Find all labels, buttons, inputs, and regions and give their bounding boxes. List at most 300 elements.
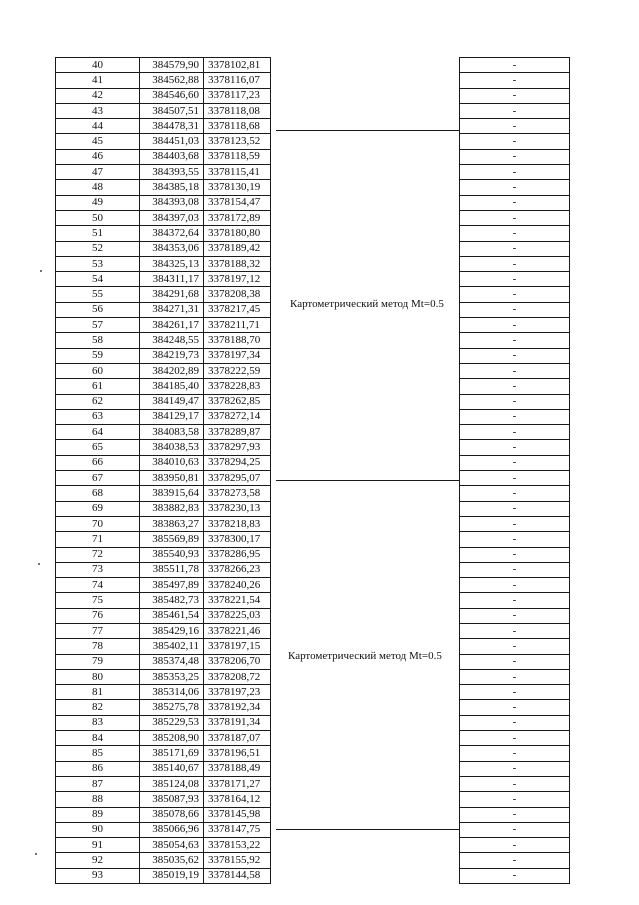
x-coordinate-cell: 385353,25 [140,669,204,684]
point-number-cell: 93 [56,868,140,883]
x-coordinate-cell: 385140,67 [140,761,204,776]
dash-cell: - [460,363,570,378]
x-coordinate-cell: 384311,17 [140,272,204,287]
y-coordinate-cell: 3378295,07 [204,471,271,486]
method-label-2: Картометрический метод Mt=0.5 [288,650,442,662]
dash-cell: - [460,226,570,241]
right-row [460,486,570,501]
dash-cell: - [460,532,570,547]
point-number-cell: 58 [56,333,140,348]
right-row [460,838,570,853]
point-number-cell: 67 [56,471,140,486]
x-coordinate-cell: 384478,31 [140,119,204,134]
dash-cell: - [460,486,570,501]
y-coordinate-cell: 3378217,45 [204,302,271,317]
table-row [56,593,271,608]
point-number-cell: 49 [56,195,140,210]
dash-cell: - [460,593,570,608]
table-row [56,425,271,440]
right-row [460,409,570,424]
point-number-cell: 92 [56,853,140,868]
x-coordinate-cell: 384393,55 [140,165,204,180]
dash-cell: - [460,440,570,455]
table-row [56,838,271,853]
y-coordinate-cell: 3378196,51 [204,746,271,761]
x-coordinate-cell: 385054,63 [140,838,204,853]
right-row [460,180,570,195]
x-coordinate-cell: 385078,66 [140,807,204,822]
x-coordinate-cell: 383950,81 [140,471,204,486]
table-row [56,761,271,776]
y-coordinate-cell: 3378187,07 [204,731,271,746]
table-row [56,731,271,746]
x-coordinate-cell: 384372,64 [140,226,204,241]
right-row [460,746,570,761]
y-coordinate-cell: 3378188,32 [204,256,271,271]
table-row [56,88,271,103]
right-row [460,440,570,455]
right-row [460,73,570,88]
point-number-cell: 50 [56,210,140,225]
method-label-1: Картометрический метод Mt=0.5 [290,298,444,310]
table-row [56,119,271,134]
x-coordinate-cell: 385087,93 [140,792,204,807]
point-number-cell: 78 [56,639,140,654]
dash-cell: - [460,165,570,180]
dash-cell: - [460,287,570,302]
scan-speck [38,563,40,565]
dash-cell: - [460,669,570,684]
y-coordinate-cell: 3378154,47 [204,195,271,210]
y-coordinate-cell: 3378262,85 [204,394,271,409]
right-row [460,608,570,623]
x-coordinate-cell: 384546,60 [140,88,204,103]
table-row [56,134,271,149]
right-row [460,425,570,440]
dash-cell: - [460,715,570,730]
y-coordinate-cell: 3378206,70 [204,654,271,669]
right-row [460,516,570,531]
table-row [56,807,271,822]
table-row [56,440,271,455]
y-coordinate-cell: 3378208,38 [204,287,271,302]
point-number-cell: 66 [56,455,140,470]
x-coordinate-cell: 385374,48 [140,654,204,669]
x-coordinate-cell: 384149,47 [140,394,204,409]
right-row [460,210,570,225]
table-row [56,776,271,791]
dash-cell: - [460,639,570,654]
dash-cell: - [460,455,570,470]
table-row [56,608,271,623]
table-row [56,348,271,363]
right-row [460,287,570,302]
point-number-cell: 46 [56,149,140,164]
x-coordinate-cell: 383915,64 [140,486,204,501]
table-row [56,486,271,501]
y-coordinate-cell: 3378144,58 [204,868,271,883]
y-coordinate-cell: 3378272,14 [204,409,271,424]
dash-cell: - [460,379,570,394]
y-coordinate-cell: 3378147,75 [204,822,271,837]
table-row [56,256,271,271]
y-coordinate-cell: 3378197,34 [204,348,271,363]
y-coordinate-cell: 3378197,15 [204,639,271,654]
dash-cell: - [460,608,570,623]
x-coordinate-cell: 384248,55 [140,333,204,348]
y-coordinate-cell: 3378197,12 [204,272,271,287]
x-coordinate-cell: 385124,08 [140,776,204,791]
y-coordinate-cell: 3378228,83 [204,379,271,394]
x-coordinate-cell: 384393,08 [140,195,204,210]
dash-cell: - [460,272,570,287]
y-coordinate-cell: 3378172,89 [204,210,271,225]
point-number-cell: 86 [56,761,140,776]
point-number-cell: 88 [56,792,140,807]
right-row [460,685,570,700]
point-number-cell: 82 [56,700,140,715]
x-coordinate-cell: 385461,54 [140,608,204,623]
x-coordinate-cell: 384385,18 [140,180,204,195]
dash-cell: - [460,807,570,822]
right-row [460,379,570,394]
dash-cell: - [460,838,570,853]
table-row [56,639,271,654]
dash-cell: - [460,302,570,317]
right-column-table [459,57,570,884]
right-row [460,272,570,287]
x-coordinate-cell: 384271,31 [140,302,204,317]
x-coordinate-cell: 384325,13 [140,256,204,271]
dash-cell: - [460,654,570,669]
point-number-cell: 51 [56,226,140,241]
right-row [460,88,570,103]
right-row [460,623,570,638]
x-coordinate-cell: 383863,27 [140,516,204,531]
dash-cell: - [460,623,570,638]
right-row [460,868,570,883]
table-row [56,516,271,531]
table-row [56,241,271,256]
right-row [460,318,570,333]
table-row [56,471,271,486]
table-row [56,562,271,577]
x-coordinate-cell: 385275,78 [140,700,204,715]
y-coordinate-cell: 3378102,81 [204,58,271,73]
right-row [460,134,570,149]
y-coordinate-cell: 3378286,95 [204,547,271,562]
table-row [56,822,271,837]
x-coordinate-cell: 384507,51 [140,103,204,118]
dash-cell: - [460,394,570,409]
x-coordinate-cell: 385540,93 [140,547,204,562]
table-row [56,318,271,333]
dash-cell: - [460,180,570,195]
dash-cell: - [460,318,570,333]
x-coordinate-cell: 385429,16 [140,623,204,638]
dash-cell: - [460,409,570,424]
point-number-cell: 61 [56,379,140,394]
x-coordinate-cell: 383882,83 [140,501,204,516]
dash-cell: - [460,547,570,562]
right-row [460,119,570,134]
right-row [460,593,570,608]
point-number-cell: 76 [56,608,140,623]
table-row [56,746,271,761]
right-row [460,776,570,791]
x-coordinate-cell: 385511,78 [140,562,204,577]
y-coordinate-cell: 3378188,49 [204,761,271,776]
point-number-cell: 69 [56,501,140,516]
x-coordinate-cell: 384219,73 [140,348,204,363]
table-row [56,226,271,241]
y-coordinate-cell: 3378118,68 [204,119,271,134]
dash-cell: - [460,241,570,256]
y-coordinate-cell: 3378273,58 [204,486,271,501]
point-number-cell: 79 [56,654,140,669]
y-coordinate-cell: 3378180,80 [204,226,271,241]
dash-cell: - [460,578,570,593]
right-row [460,256,570,271]
table-row [56,379,271,394]
point-number-cell: 80 [56,669,140,684]
dash-cell: - [460,746,570,761]
x-coordinate-cell: 385402,11 [140,639,204,654]
right-row [460,715,570,730]
right-row [460,226,570,241]
dash-cell: - [460,88,570,103]
dash-cell: - [460,103,570,118]
dash-cell: - [460,731,570,746]
y-coordinate-cell: 3378171,27 [204,776,271,791]
point-number-cell: 57 [56,318,140,333]
right-row [460,532,570,547]
dash-cell: - [460,333,570,348]
table-row [56,149,271,164]
point-number-cell: 41 [56,73,140,88]
dash-cell: - [460,761,570,776]
table-row [56,409,271,424]
point-number-cell: 60 [56,363,140,378]
table-row [56,302,271,317]
point-number-cell: 55 [56,287,140,302]
table-row [56,654,271,669]
table-row [56,103,271,118]
right-row [460,195,570,210]
y-coordinate-cell: 3378230,13 [204,501,271,516]
point-number-cell: 42 [56,88,140,103]
point-number-cell: 74 [56,578,140,593]
y-coordinate-cell: 3378117,23 [204,88,271,103]
dash-cell: - [460,256,570,271]
right-row [460,165,570,180]
x-coordinate-cell: 385035,62 [140,853,204,868]
point-number-cell: 40 [56,58,140,73]
group-divider-top [276,130,459,131]
right-row [460,792,570,807]
x-coordinate-cell: 384562,88 [140,73,204,88]
point-number-cell: 63 [56,409,140,424]
point-number-cell: 91 [56,838,140,853]
x-coordinate-cell: 385314,06 [140,685,204,700]
table-row [56,623,271,638]
x-coordinate-cell: 384083,58 [140,425,204,440]
right-row [460,58,570,73]
right-row [460,333,570,348]
table-row [56,501,271,516]
point-number-cell: 84 [56,731,140,746]
dash-cell: - [460,425,570,440]
table-row [56,287,271,302]
point-number-cell: 52 [56,241,140,256]
table-row [56,455,271,470]
y-coordinate-cell: 3378189,42 [204,241,271,256]
right-row [460,822,570,837]
point-number-cell: 75 [56,593,140,608]
table-row [56,58,271,73]
x-coordinate-cell: 384451,03 [140,134,204,149]
right-row [460,700,570,715]
right-row [460,807,570,822]
table-row [56,578,271,593]
dash-cell: - [460,73,570,88]
table-row [56,394,271,409]
point-number-cell: 83 [56,715,140,730]
right-row [460,639,570,654]
table-row [56,532,271,547]
table-row [56,715,271,730]
right-row [460,471,570,486]
dash-cell: - [460,134,570,149]
x-coordinate-cell: 384579,90 [140,58,204,73]
scan-speck [35,853,37,855]
y-coordinate-cell: 3378266,23 [204,562,271,577]
dash-cell: - [460,58,570,73]
x-coordinate-cell: 385497,89 [140,578,204,593]
right-row [460,302,570,317]
dash-cell: - [460,792,570,807]
y-coordinate-cell: 3378145,98 [204,807,271,822]
right-row [460,669,570,684]
point-number-cell: 56 [56,302,140,317]
point-number-cell: 72 [56,547,140,562]
y-coordinate-cell: 3378208,72 [204,669,271,684]
dash-cell: - [460,853,570,868]
y-coordinate-cell: 3378192,34 [204,700,271,715]
y-coordinate-cell: 3378153,22 [204,838,271,853]
table-row [56,180,271,195]
y-coordinate-cell: 3378130,19 [204,180,271,195]
point-number-cell: 47 [56,165,140,180]
point-number-cell: 44 [56,119,140,134]
y-coordinate-cell: 3378294,25 [204,455,271,470]
table-row [56,195,271,210]
y-coordinate-cell: 3378118,08 [204,103,271,118]
dash-cell: - [460,776,570,791]
y-coordinate-cell: 3378225,03 [204,608,271,623]
point-number-cell: 59 [56,348,140,363]
point-number-cell: 71 [56,532,140,547]
point-number-cell: 43 [56,103,140,118]
point-number-cell: 62 [56,394,140,409]
dash-cell: - [460,868,570,883]
right-row [460,348,570,363]
point-number-cell: 53 [56,256,140,271]
x-coordinate-cell: 385019,19 [140,868,204,883]
table-row [56,853,271,868]
right-row [460,562,570,577]
y-coordinate-cell: 3378240,26 [204,578,271,593]
point-number-cell: 48 [56,180,140,195]
table-row [56,868,271,883]
x-coordinate-cell: 384202,89 [140,363,204,378]
dash-cell: - [460,822,570,837]
y-coordinate-cell: 3378164,12 [204,792,271,807]
point-number-cell: 65 [56,440,140,455]
right-row [460,103,570,118]
x-coordinate-cell: 385229,53 [140,715,204,730]
y-coordinate-cell: 3378116,07 [204,73,271,88]
point-number-cell: 81 [56,685,140,700]
y-coordinate-cell: 3378289,87 [204,425,271,440]
y-coordinate-cell: 3378118,59 [204,149,271,164]
point-number-cell: 70 [56,516,140,531]
y-coordinate-cell: 3378191,34 [204,715,271,730]
y-coordinate-cell: 3378221,46 [204,623,271,638]
dash-cell: - [460,195,570,210]
right-row [460,853,570,868]
y-coordinate-cell: 3378123,52 [204,134,271,149]
y-coordinate-cell: 3378155,92 [204,853,271,868]
table-row [56,272,271,287]
point-number-cell: 54 [56,272,140,287]
point-number-cell: 73 [56,562,140,577]
y-coordinate-cell: 3378300,17 [204,532,271,547]
dash-cell: - [460,119,570,134]
y-coordinate-cell: 3378211,71 [204,318,271,333]
table-row [56,363,271,378]
table-row [56,165,271,180]
dash-cell: - [460,471,570,486]
x-coordinate-cell: 385066,96 [140,822,204,837]
dash-cell: - [460,210,570,225]
table-row [56,669,271,684]
right-row [460,455,570,470]
x-coordinate-cell: 385569,89 [140,532,204,547]
dash-cell: - [460,700,570,715]
table-row [56,685,271,700]
x-coordinate-cell: 384261,17 [140,318,204,333]
dash-cell: - [460,501,570,516]
point-number-cell: 77 [56,623,140,638]
y-coordinate-cell: 3378115,41 [204,165,271,180]
right-row [460,149,570,164]
dash-cell: - [460,348,570,363]
right-row [460,501,570,516]
table-row [56,210,271,225]
right-row [460,394,570,409]
y-coordinate-cell: 3378221,54 [204,593,271,608]
dash-cell: - [460,149,570,164]
point-number-cell: 85 [56,746,140,761]
table-row [56,73,271,88]
y-coordinate-cell: 3378222,59 [204,363,271,378]
right-row [460,578,570,593]
point-number-cell: 90 [56,822,140,837]
x-coordinate-cell: 384291,68 [140,287,204,302]
right-row [460,731,570,746]
x-coordinate-cell: 384403,68 [140,149,204,164]
